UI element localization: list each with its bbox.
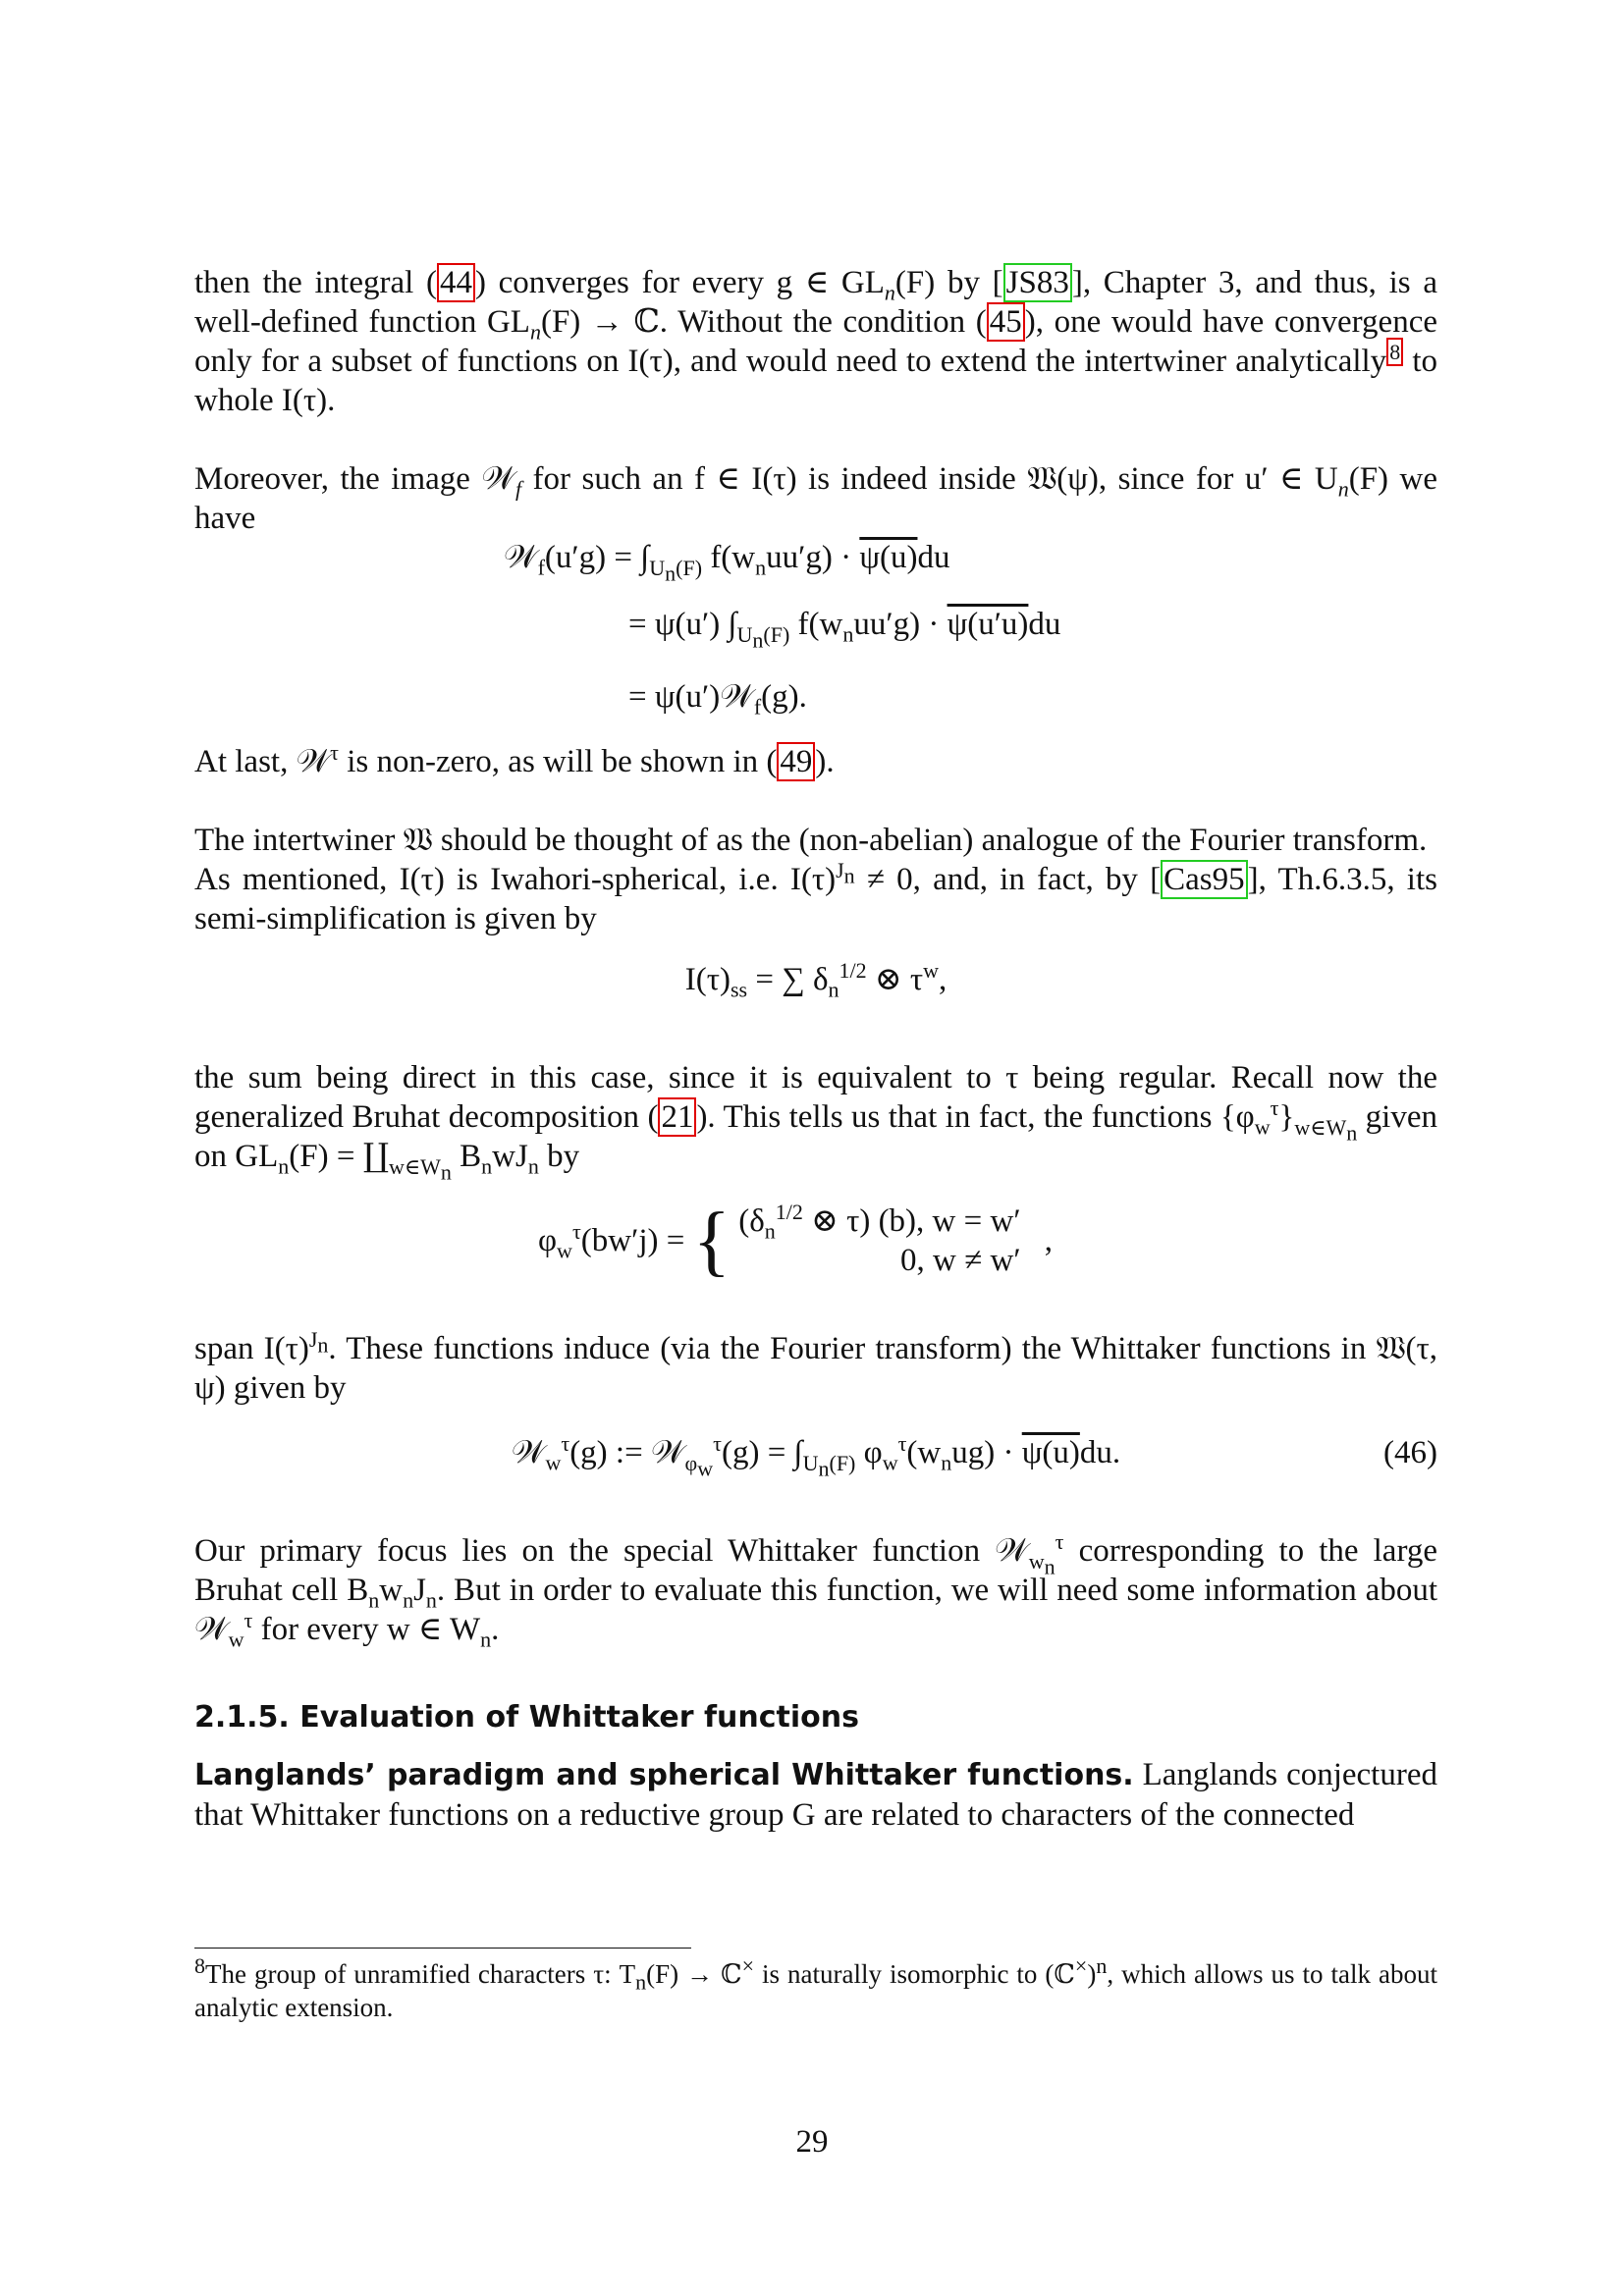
footnote: $^8$The group of unramified characters τ: $T_n(F)$ → ℂ× is naturally isomorphic to (ℂ×)$^n$, which allows us to talk about analytic extension. xyxy=(194,1953,1437,2022)
runin-heading: Langlands’ paradigm and spherical Whittaker functions. xyxy=(194,1758,1134,1792)
paragraph-4a: The intertwiner 𝔚 should be thought of as the (non-abelian) analogue of the Fourier transform. xyxy=(194,823,1428,858)
paragraph-3: At last, 𝒲$^\tau$ is non-zero, as will be shown in (49). xyxy=(194,740,835,779)
cite-js83-link[interactable]: JS83 xyxy=(1003,263,1072,302)
eq-ref-49-link[interactable]: 49 xyxy=(777,742,815,781)
equation-semisimplification: $I(\tau)_{ss}$ = ∑ $\delta_n^{1/2}$ ⊗ $\tau^w$, xyxy=(684,958,947,1002)
paragraph-5: the sum being direct in this case, since it is equivalent to τ being regular. Recall now the generalized Bruhat decomposition (21). This tells us that in fact, the functions $\{\varphi_w^\tau\}_{w\in W_n}$ given on $GL_n(F)$ = $∐_{w\in W_n}$ $B_nwJ_n$ by xyxy=(194,1060,1437,1184)
paragraph-7: Our primary focus lies on the special Whittaker function 𝒲$_{w_n}^\tau$ corresponding to the large Bruhat cell $B_nw_nJ_n$. But in order to evaluate this function, we will need some information about 𝒲$_w^\tau$ for every w ∈ $W_n$. xyxy=(194,1529,1437,1652)
paragraph-4b: As mentioned, I(τ) is Iwahori-spherical, i.e. $I(\tau)^{J_n} \ne 0$, and, in fact, by [Cas95], Th.6.3.5, its semi-simplification is given by xyxy=(194,858,1437,936)
paragraph-2: Moreover, the image 𝒲$_f$ for such an f ∈ I(τ) is indeed inside 𝔚(ψ), since for u′ ∈ $U_n(F)$ we have xyxy=(194,461,1437,536)
section-heading: 2.1.5. Evaluation of Whittaker functions xyxy=(194,1700,859,1735)
paragraph-6: span $I(\tau)^{J_n}$. These functions induce (via the Fourier transform) the Whittaker functions in 𝔚(τ, ψ) given by xyxy=(194,1327,1437,1406)
eq-ref-44-link[interactable]: 44 xyxy=(437,263,475,302)
page-body xyxy=(194,263,1437,1835)
footnote-rule xyxy=(194,1948,691,1949)
equation-whittaker-invariance: 𝒲$_f$(u′g) = $\int_{U_n(F)}$ $f(w_nuu'g) \cdot \psi(u)du$ = ψ(u′) $\int_{U_n(F)}$ $f(w_nuu'g) \cdot \psi(u'u)du$ = ψ(u′)𝒲$_f$(g). xyxy=(504,540,1061,720)
paragraph-8: Langlands’ paradigm and spherical Whittaker functions. Langlands conjectured that Whittaker functions on a reductive group G are related to characters of the connected xyxy=(194,1757,1437,1833)
equation-46: 𝒲$_w^\tau$(g) := 𝒲$_{\varphi_w}^\tau$(g) = $\int_{U_n(F)}$ $\varphi_w^\tau(w_nug) \cdot \psi(u)du$. (46) xyxy=(511,1431,1437,1480)
paragraph-1: then the integral (44) converges for every g ∈ $GL_n(F)$ by [JS83], Chapter 3, and thus, is a well-defined function $GL_n(F)$ → ℂ. Without the condition (45), one would have convergence only for a subset of functions on I(τ), and would need to extend the intertwiner analytically $^8$ to whole I(τ). xyxy=(194,265,1438,418)
cite-cas95-link[interactable]: Cas95 xyxy=(1161,860,1248,899)
eq-ref-21-link[interactable]: 21 xyxy=(658,1097,696,1137)
page-number: 29 xyxy=(795,2124,829,2160)
eq-ref-45-link[interactable]: 45 xyxy=(987,302,1025,342)
footnote-mark-link[interactable]: 8 xyxy=(1386,338,1403,366)
equation-number-46: (46) xyxy=(1383,1435,1437,1470)
equation-phi-cases: $\varphi_w^\tau(bw'j)$ = { ($\delta_n^{1/2}$ ⊗ τ) (b), w = w′ 0, w ≠ w′ , xyxy=(538,1198,1054,1284)
